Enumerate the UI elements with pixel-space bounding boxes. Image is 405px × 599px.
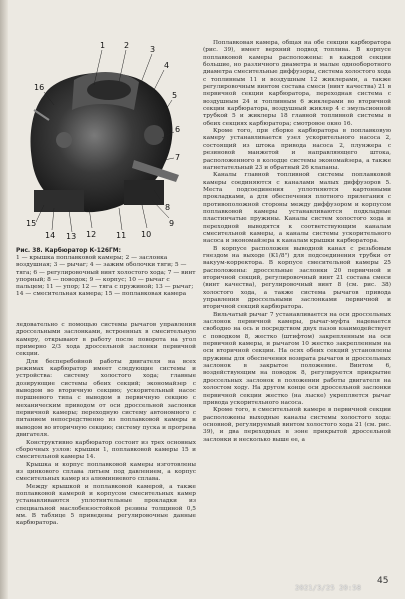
- figure-caption-legend: 1 — крышка поплавковой камеры; 2 — заслонка воздушная; 3 — рычаг; 4 — зажим оболочки тяги; 5 — тяга; 6 — регулировочный винт холостого хода; 7 — винт упорный; 8 — поводок; 9 — корпус; 10 — рычаг с пальцем; 11 — упор; 12 — тяга с пружиной; 13 — рычаг; 14 — смесительная камера; 15 — поплавковая камера: [16, 255, 196, 298]
- figure-caption: [16, 248, 196, 298]
- callout-2: 2: [124, 41, 130, 50]
- right-column: [203, 40, 391, 444]
- callout-4: 4: [164, 61, 170, 70]
- callout-1: 1: [100, 41, 106, 50]
- page-number: 45: [377, 576, 389, 586]
- left-paragraph: ледовательно с помощью системы рычагов управления дроссельными заслонками, встроенных в смесительную камеру, открывают в работу после поворота на угол примерно 2/3 хода дроссельной заслонки первичной секции.: [16, 322, 196, 358]
- callout-11: 11: [116, 231, 127, 240]
- left-paragraph: Крышка и корпус поплавковой камеры изготовлены из цинкового сплава литьем под давлением, а корпус смесительных камер из алюминиевого сплава.: [16, 461, 196, 483]
- callout-7: 7: [175, 153, 181, 162]
- callout-12: 12: [86, 230, 97, 239]
- left-paragraph: Между крышкой и поплавковой камерой, а также поплавковой камерой и корпусом смесительных камер устанавливаются уплотнительные прокладки из специальной маслобензостойкой резины толщиной 0,5 мм. В таблице 5 приведены регулировочные данные карбюратора.: [16, 483, 196, 527]
- page-spine-shadow: [0, 0, 8, 599]
- callout-3: 3: [150, 45, 156, 54]
- right-paragraph: В корпусе расположен выводной канал с резьбовым гнездом на выходе (K1/8") для подсоединения трубки от вакуум-корректора. В корпусе смесительной камеры 25 расположены: дроссельные заслонки 20 первичной и вторичной секций, регулировочный винт 21 состава смеси (винт качества), регулировочный винт 8 (см. рис. 38) холостого хода, а также система рычагов привода управления дроссельными заслонками первичной и вторичной секций карбюратора.: [203, 245, 391, 311]
- timestamp-stamp: 2021/3/25 20:58: [295, 584, 362, 592]
- right-paragraph: Каналы главной топливной системы поплавковой камеры соединяются с каналами малых диффузоров 5. Места подсоединения уплотняются картонными прокладками, а для обеспечения плотного прилегания с противоположной стороны между диффузором и корпусом поплавковой камеры устанавливаются подкладные пластинчатые пружины. Каналы систем холостого хода и переходной выводятся к соответствующим каналам смесительной камеры, а каналы системы ускорительного насоса и экономайзера к каналам крышки карбюратора.: [203, 172, 391, 245]
- callout-9: 9: [169, 219, 175, 228]
- left-paragraph: Для бесперебойной работы двигателя на всех режимах карбюратор имеет следующие системы и устройства: систему холостого хода; главные дозирующие системы обеих секций; экономайзер с выводом во вторичную секцию; ускорительный насос поршневого типа с выводом в первичную секцию с механическим приводом от оси дроссельной заслонки первичной камеры; переходную систему автономного с питанием непосредственно из поплавковой камеры и выводом во вторичную секцию; систему пуска и прогрева двигателя.: [16, 358, 196, 439]
- callout-5: 5: [172, 91, 178, 100]
- left-column: [16, 322, 196, 528]
- callout-15: 15: [26, 219, 37, 228]
- right-paragraph: Вильчатый рычаг 7 устанавливается на оси дроссельных заслонок первичной камеры, рычаг-муфта надевается свободно на ось и посредством двух пазов взаимодействует с поводком 8, жестко (штифтом) закрепленным на оси первичной камеры, и рычагом 10 жестко закрепленным на оси вторичной секции. На осях обеих секций установлены пружины для обеспечения возврата рычагов и дроссельных заслонок в закрытое положение. Винтом 6, воздействующим на поводок 8, регулируется прикрытие дроссельных заслонок в положении работы двигателя на холостом ходу. На другом конце оси дроссельной заслонки первичной секции жестко (на лыске) укрепляется рычаг привода ускорительного насоса.: [203, 311, 391, 406]
- callout-8: 8: [165, 203, 171, 212]
- right-paragraph: Кроме того, в смесительной камере в первичной секции расположены выходные каналы системы холостого хода: основной, регулируемый винтом холостого хода 21 (см. рис. 39), и два переходных в зоне прикрытой дроссельной заслонки и несколько выше ее, а: [203, 407, 391, 443]
- callout-13: 13: [66, 232, 77, 240]
- left-paragraph: Конструктивно карбюратор состоит из трех основных сборочных узлов: крышки 1, поплавковой камеры 15 и смесительной камеры 14.: [16, 439, 196, 461]
- callout-16: 16: [34, 83, 45, 92]
- callout-6: 6: [175, 125, 181, 134]
- figure-caption-title: Рис. 38. Карбюратор К-126ГМ:: [16, 248, 122, 254]
- right-paragraph: Поплавковая камера, общая на обе секции карбюратора (рис. 39), имеет верхний подвод топлива. В корпусе поплавковой камеры расположены: в каждой секции большие, но различного диаметра и малые однооборотного диаметра смесительные диффузоры, система холостого хода с топливным 11 и воздушным 12 жиклерами, а также регулировочным винтом состава смеси (винт качества) 21 в первичной секции карбюратора, переходная система с воздушным 24 и топливным 6 жиклерами во вторичной секции карбюратора, воздушный жиклер 4 с эмульсионной трубкой 5 и жиклеры 18 главной топливной системы в обеих секциях карбюратора; смотровое окно 16.: [203, 40, 391, 127]
- callout-10: 10: [141, 230, 152, 239]
- callout-14: 14: [45, 231, 56, 240]
- carburetor-photo: [14, 40, 194, 240]
- right-paragraph: Кроме того, при сборке карбюратора в поплавковую камеру устанавливается узел ускорительного насоса 2, состоящий из штока привода насоса 2, плунжера с резиновой манжетой и направляющего штока, расположенного в колодце системы экономайзера, а также нагнетательный 23 и обратный 26 клапаны.: [203, 128, 391, 171]
